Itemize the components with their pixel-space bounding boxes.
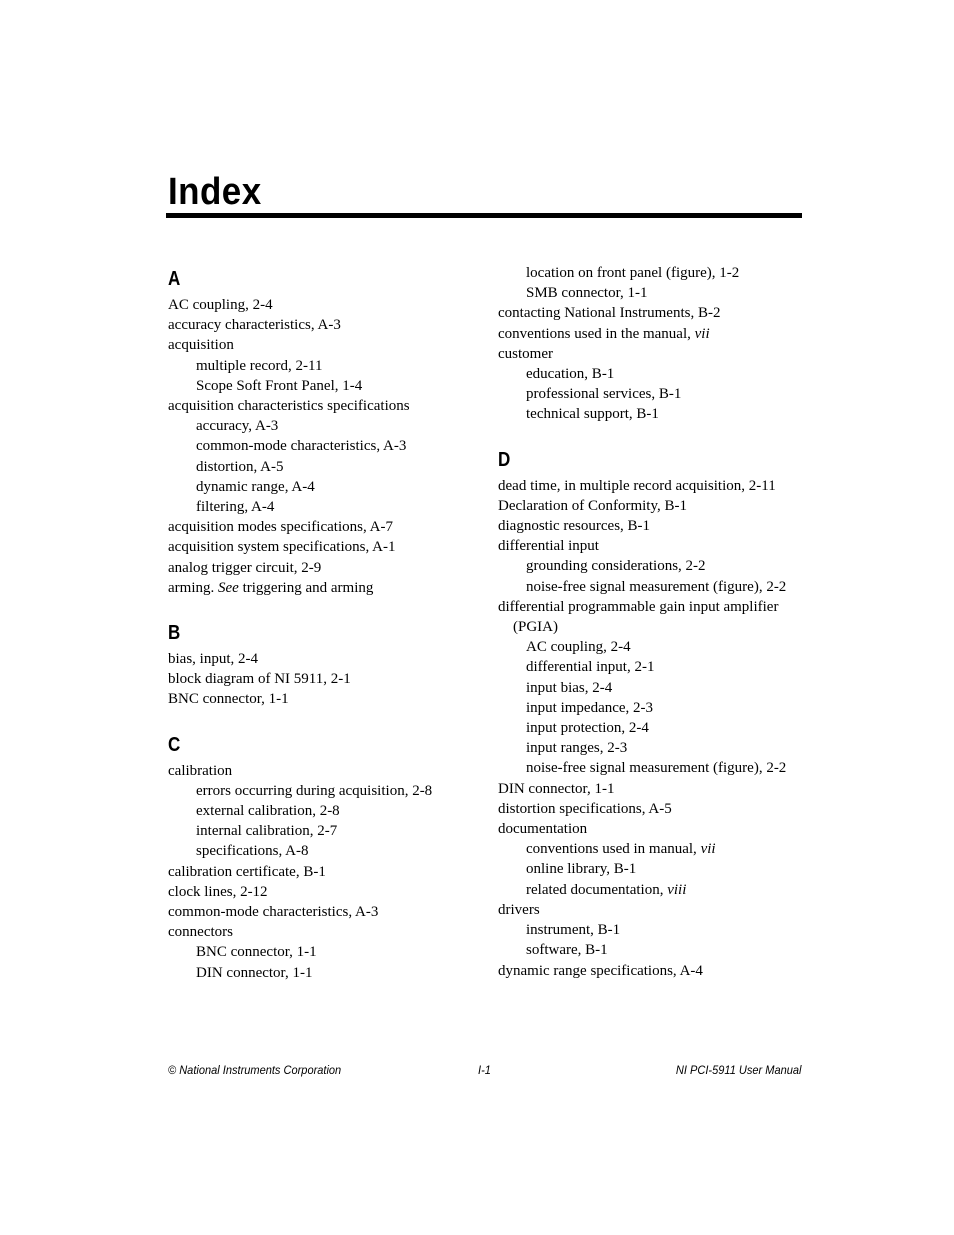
index-entry: dead time, in multiple record acquisition, 2-11 <box>498 477 776 494</box>
index-entry: dynamic range specifications, A-4 <box>498 962 703 979</box>
index-entry: acquisition characteristics specifications <box>168 398 410 415</box>
index-subentry: differential input, 2-1 <box>526 659 655 676</box>
index-subentry: technical support, B-1 <box>526 406 659 423</box>
index-subentry: Scope Soft Front Panel, 1-4 <box>196 377 363 394</box>
index-entry: documentation <box>498 821 588 838</box>
entry-italic-text: See <box>218 579 239 596</box>
index-subentry: professional services, B-1 <box>526 386 682 403</box>
index-subentry: input protection, 2-4 <box>526 720 649 737</box>
page-title: Index <box>168 171 262 213</box>
index-entry: common-mode characteristics, A-3 <box>168 904 379 921</box>
index-subentry: filtering, A-4 <box>196 499 275 516</box>
index-subentry: online library, B-1 <box>526 861 637 878</box>
index-subentry: accuracy, A-3 <box>196 418 279 435</box>
index-subentry: software, B-1 <box>526 942 608 959</box>
index-entry: acquisition modes specifications, A-7 <box>168 519 393 536</box>
index-subentry: dynamic range, A-4 <box>196 478 315 495</box>
index-entry: block diagram of NI 5911, 2-1 <box>168 671 351 688</box>
title-rule <box>166 213 802 218</box>
entry-text: conventions used in manual, <box>526 841 701 858</box>
index-entry: connectors <box>168 924 233 941</box>
index-subentry <box>498 880 818 900</box>
index-subentry: DIN connector, 1-1 <box>196 964 313 981</box>
entry-tail-text: triggering and arming <box>238 579 374 596</box>
index-subentry: grounding considerations, 2-2 <box>526 558 706 575</box>
index-subentry <box>498 839 818 859</box>
entry-text: arming. <box>168 579 218 596</box>
footer-page-number: I-1 <box>478 1063 491 1077</box>
index-subentry: distortion, A-5 <box>196 458 284 475</box>
index-entry: drivers <box>498 901 540 918</box>
index-subentry: BNC connector, 1-1 <box>196 944 317 961</box>
index-column-right <box>498 263 818 981</box>
index-subentry: instrument, B-1 <box>526 922 621 939</box>
entry-italic-text: viii <box>667 881 687 898</box>
footer-manual-title: NI PCI-5911 User Manual <box>675 1063 801 1077</box>
index-entry: calibration <box>168 762 233 779</box>
index-entry: differential programmable gain input amplifier <box>498 598 779 615</box>
index-subentry: input ranges, 2-3 <box>526 740 628 757</box>
index-subentry: common-mode characteristics, A-3 <box>196 438 407 455</box>
index-entry: DIN connector, 1-1 <box>498 780 615 797</box>
index-subentry: education, B-1 <box>526 366 615 383</box>
index-entry: bias, input, 2-4 <box>168 651 258 668</box>
index-subentry: noise-free signal measurement (figure), 2-2 <box>526 760 787 777</box>
index-entry: analog trigger circuit, 2-9 <box>168 559 322 576</box>
index-subentry: multiple record, 2-11 <box>196 357 323 374</box>
index-entry: Declaration of Conformity, B-1 <box>498 497 687 514</box>
index-subentry: SMB connector, 1-1 <box>526 285 648 302</box>
index-entry: AC coupling, 2-4 <box>168 297 273 313</box>
section-letter: D <box>498 448 511 471</box>
index-subentry: external calibration, 2-8 <box>196 803 340 820</box>
index-subentry: location on front panel (figure), 1-2 <box>526 265 740 281</box>
index-entry: contacting National Instruments, B-2 <box>498 305 721 322</box>
index-subentry: input impedance, 2-3 <box>526 699 654 716</box>
index-column-left <box>168 263 478 983</box>
index-entry: customer <box>498 345 553 362</box>
index-entry <box>498 324 818 344</box>
section-letter: A <box>168 268 181 290</box>
index-entry: clock lines, 2-12 <box>168 883 268 900</box>
index-subentry: AC coupling, 2-4 <box>526 639 631 656</box>
section-letter: B <box>168 622 181 645</box>
footer-copyright: © National Instruments Corporation <box>168 1063 342 1077</box>
index-subentry: errors occurring during acquisition, 2-8 <box>196 782 433 799</box>
index-entry: diagnostic resources, B-1 <box>498 518 651 535</box>
index-entry: calibration certificate, B-1 <box>168 863 326 880</box>
index-subentry: specifications, A-8 <box>196 843 309 860</box>
index-entry: acquisition <box>168 337 234 354</box>
index-subentry: input bias, 2-4 <box>526 679 613 696</box>
entry-italic-text: vii <box>694 325 710 342</box>
entry-text: related documentation, <box>526 881 668 898</box>
index-entry <box>168 578 478 598</box>
index-entry: acquisition system specifications, A-1 <box>168 539 396 556</box>
index-entry: (PGIA) <box>513 619 558 636</box>
index-entry: differential input <box>498 538 599 555</box>
index-entry: distortion specifications, A-5 <box>498 800 672 817</box>
entry-text: conventions used in the manual, <box>498 325 695 342</box>
index-entry: accuracy characteristics, A-3 <box>168 317 341 334</box>
section-letter: C <box>168 733 181 756</box>
index-subentry: internal calibration, 2-7 <box>196 823 338 840</box>
index-entry: BNC connector, 1-1 <box>168 691 289 708</box>
entry-italic-text: vii <box>700 841 716 858</box>
index-subentry: noise-free signal measurement (figure), 2-2 <box>526 578 787 595</box>
